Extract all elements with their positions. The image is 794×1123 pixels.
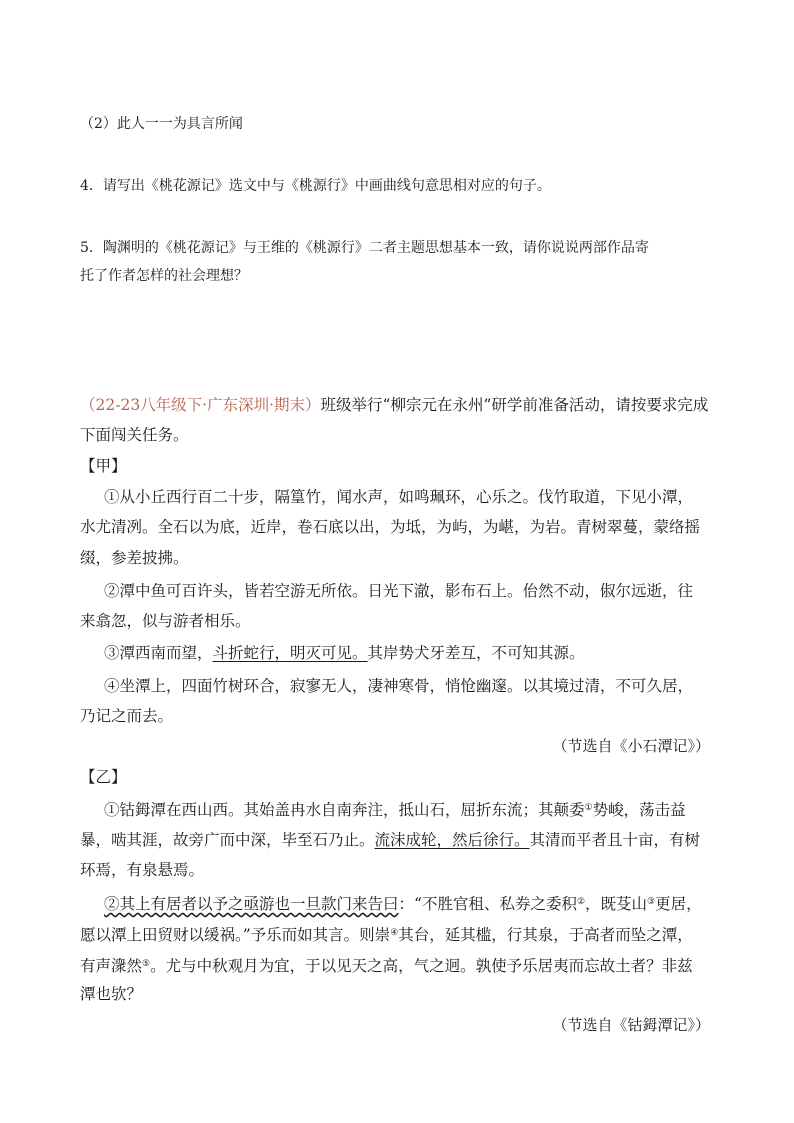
yi-p2-line3-post: 。尤与中秋观月为宜，于以见天之高，气之迥。孰使予乐居夷而忘故土者？非兹 bbox=[150, 957, 693, 975]
jia-p3-underlined: 斗折蛇行，明灭可见。 bbox=[212, 644, 368, 662]
question-5-line2: 托了作者怎样的社会理想？ bbox=[80, 268, 248, 284]
question-2-subitem: （2）此人一一为具言所闻 bbox=[80, 116, 243, 132]
jia-p2-line2: 来翕忽，似与游者相乐。 bbox=[80, 612, 251, 630]
task-intro-line2: 下面闯关任务。 bbox=[80, 426, 189, 444]
yi-p2-line1-mid2: ，既芟山 bbox=[585, 895, 648, 913]
jia-p4-line1: ④坐潭上，四面竹树环合，寂寥无人，凄神寒骨，悄怆幽邃。以其境过清，不可久居， bbox=[104, 677, 694, 695]
yi-p1-line3: 环焉，有泉悬焉。 bbox=[80, 861, 205, 879]
jia-p3-post: 其岸势犬牙差互，不可知其源。 bbox=[367, 644, 585, 662]
yi-p2-line1 bbox=[104, 891, 702, 915]
note-marker-1: ① bbox=[584, 803, 593, 813]
yi-label: 【乙】 bbox=[80, 768, 127, 786]
note-marker-2: ② bbox=[576, 897, 586, 907]
yi-p2-line3 bbox=[80, 953, 693, 977]
yi-p1-line2-post: 其清而平者且十亩，有树 bbox=[529, 831, 701, 849]
yi-p1-line2 bbox=[80, 829, 700, 851]
yi-citation: （节选自《钴鉧潭记》） bbox=[552, 1016, 710, 1034]
jia-p2-line1: ②潭中鱼可百许头，皆若空游无所依。日光下澈，影布石上。佁然不动，俶尔远逝，往 bbox=[104, 582, 694, 600]
yi-p1-line2-pre: 暴，啮其涯，故旁广而中深，毕至石乃止。 bbox=[80, 831, 375, 849]
note-marker-4: ④ bbox=[390, 928, 399, 938]
yi-p2-wavy-underlined: ②其上有居者以予之亟游也一旦款门来告曰 bbox=[104, 895, 399, 913]
yi-p2-line1-post: 更居， bbox=[655, 895, 702, 913]
task-intro bbox=[80, 394, 708, 416]
question-4: 4．请写出《桃花源记》选文中与《桃源行》中画曲线句意思相对应的句子。 bbox=[80, 178, 551, 194]
jia-p3 bbox=[104, 642, 585, 664]
yi-p2-line2-post: 其台，延其槛，行其泉，于高者而坠之潭， bbox=[398, 926, 693, 944]
task-intro-text: 班级举行“柳宗元在永州”研学前准备活动，请按要求完成 bbox=[320, 396, 709, 414]
jia-p1-line1: ①从小丘西行百二十步，隔篁竹，闻水声，如鸣珮环，心乐之。伐竹取道，下见小潭， bbox=[104, 488, 694, 506]
jia-p1-line3: 缀，参差披拂。 bbox=[80, 549, 189, 567]
task-source: （22-23八年级下·广东深圳·期末） bbox=[80, 396, 321, 414]
yi-p1-underlined: 流沫成轮，然后徐行。 bbox=[374, 831, 530, 849]
yi-p2-line2 bbox=[80, 922, 693, 946]
jia-citation: （节选自《小石潭记》） bbox=[552, 737, 710, 755]
note-marker-3: ③ bbox=[647, 897, 656, 907]
jia-p1-line2: 水尤清冽。全石以为底，近岸，卷石底以出，为坻，为屿，为嵁，为岩。青树翠蔓，蒙络摇 bbox=[80, 518, 701, 536]
yi-p1-line1-post: 势峻，荡击益 bbox=[592, 801, 686, 819]
jia-p4-line2: 乃记之而去。 bbox=[80, 707, 174, 725]
yi-p1-line1-pre: ①钴鉧潭在西山西。其始盖冉水自南奔注，抵山石，屈折东流；其颠委 bbox=[104, 801, 585, 819]
note-marker-5: ⑤ bbox=[142, 959, 151, 969]
question-5-line1: 5．陶渊明的《桃花源记》与王维的《桃源行》二者主题思想基本一致，请你说说两部作品寄 bbox=[80, 240, 649, 256]
yi-p2-line2-pre: 愿以潭上田贸财以缓祸。”予乐而如其言。则崇 bbox=[80, 926, 391, 944]
yi-p2-line4: 潭也欤？ bbox=[80, 985, 143, 1003]
jia-label: 【甲】 bbox=[80, 457, 127, 475]
yi-p1-line1 bbox=[104, 797, 686, 821]
yi-p2-line1-mid: ：“不胜官租、私券之委积 bbox=[398, 895, 577, 913]
yi-p2-line3-pre: 有声潨然 bbox=[80, 957, 143, 975]
jia-p3-pre: ③潭西南而望， bbox=[104, 644, 213, 662]
